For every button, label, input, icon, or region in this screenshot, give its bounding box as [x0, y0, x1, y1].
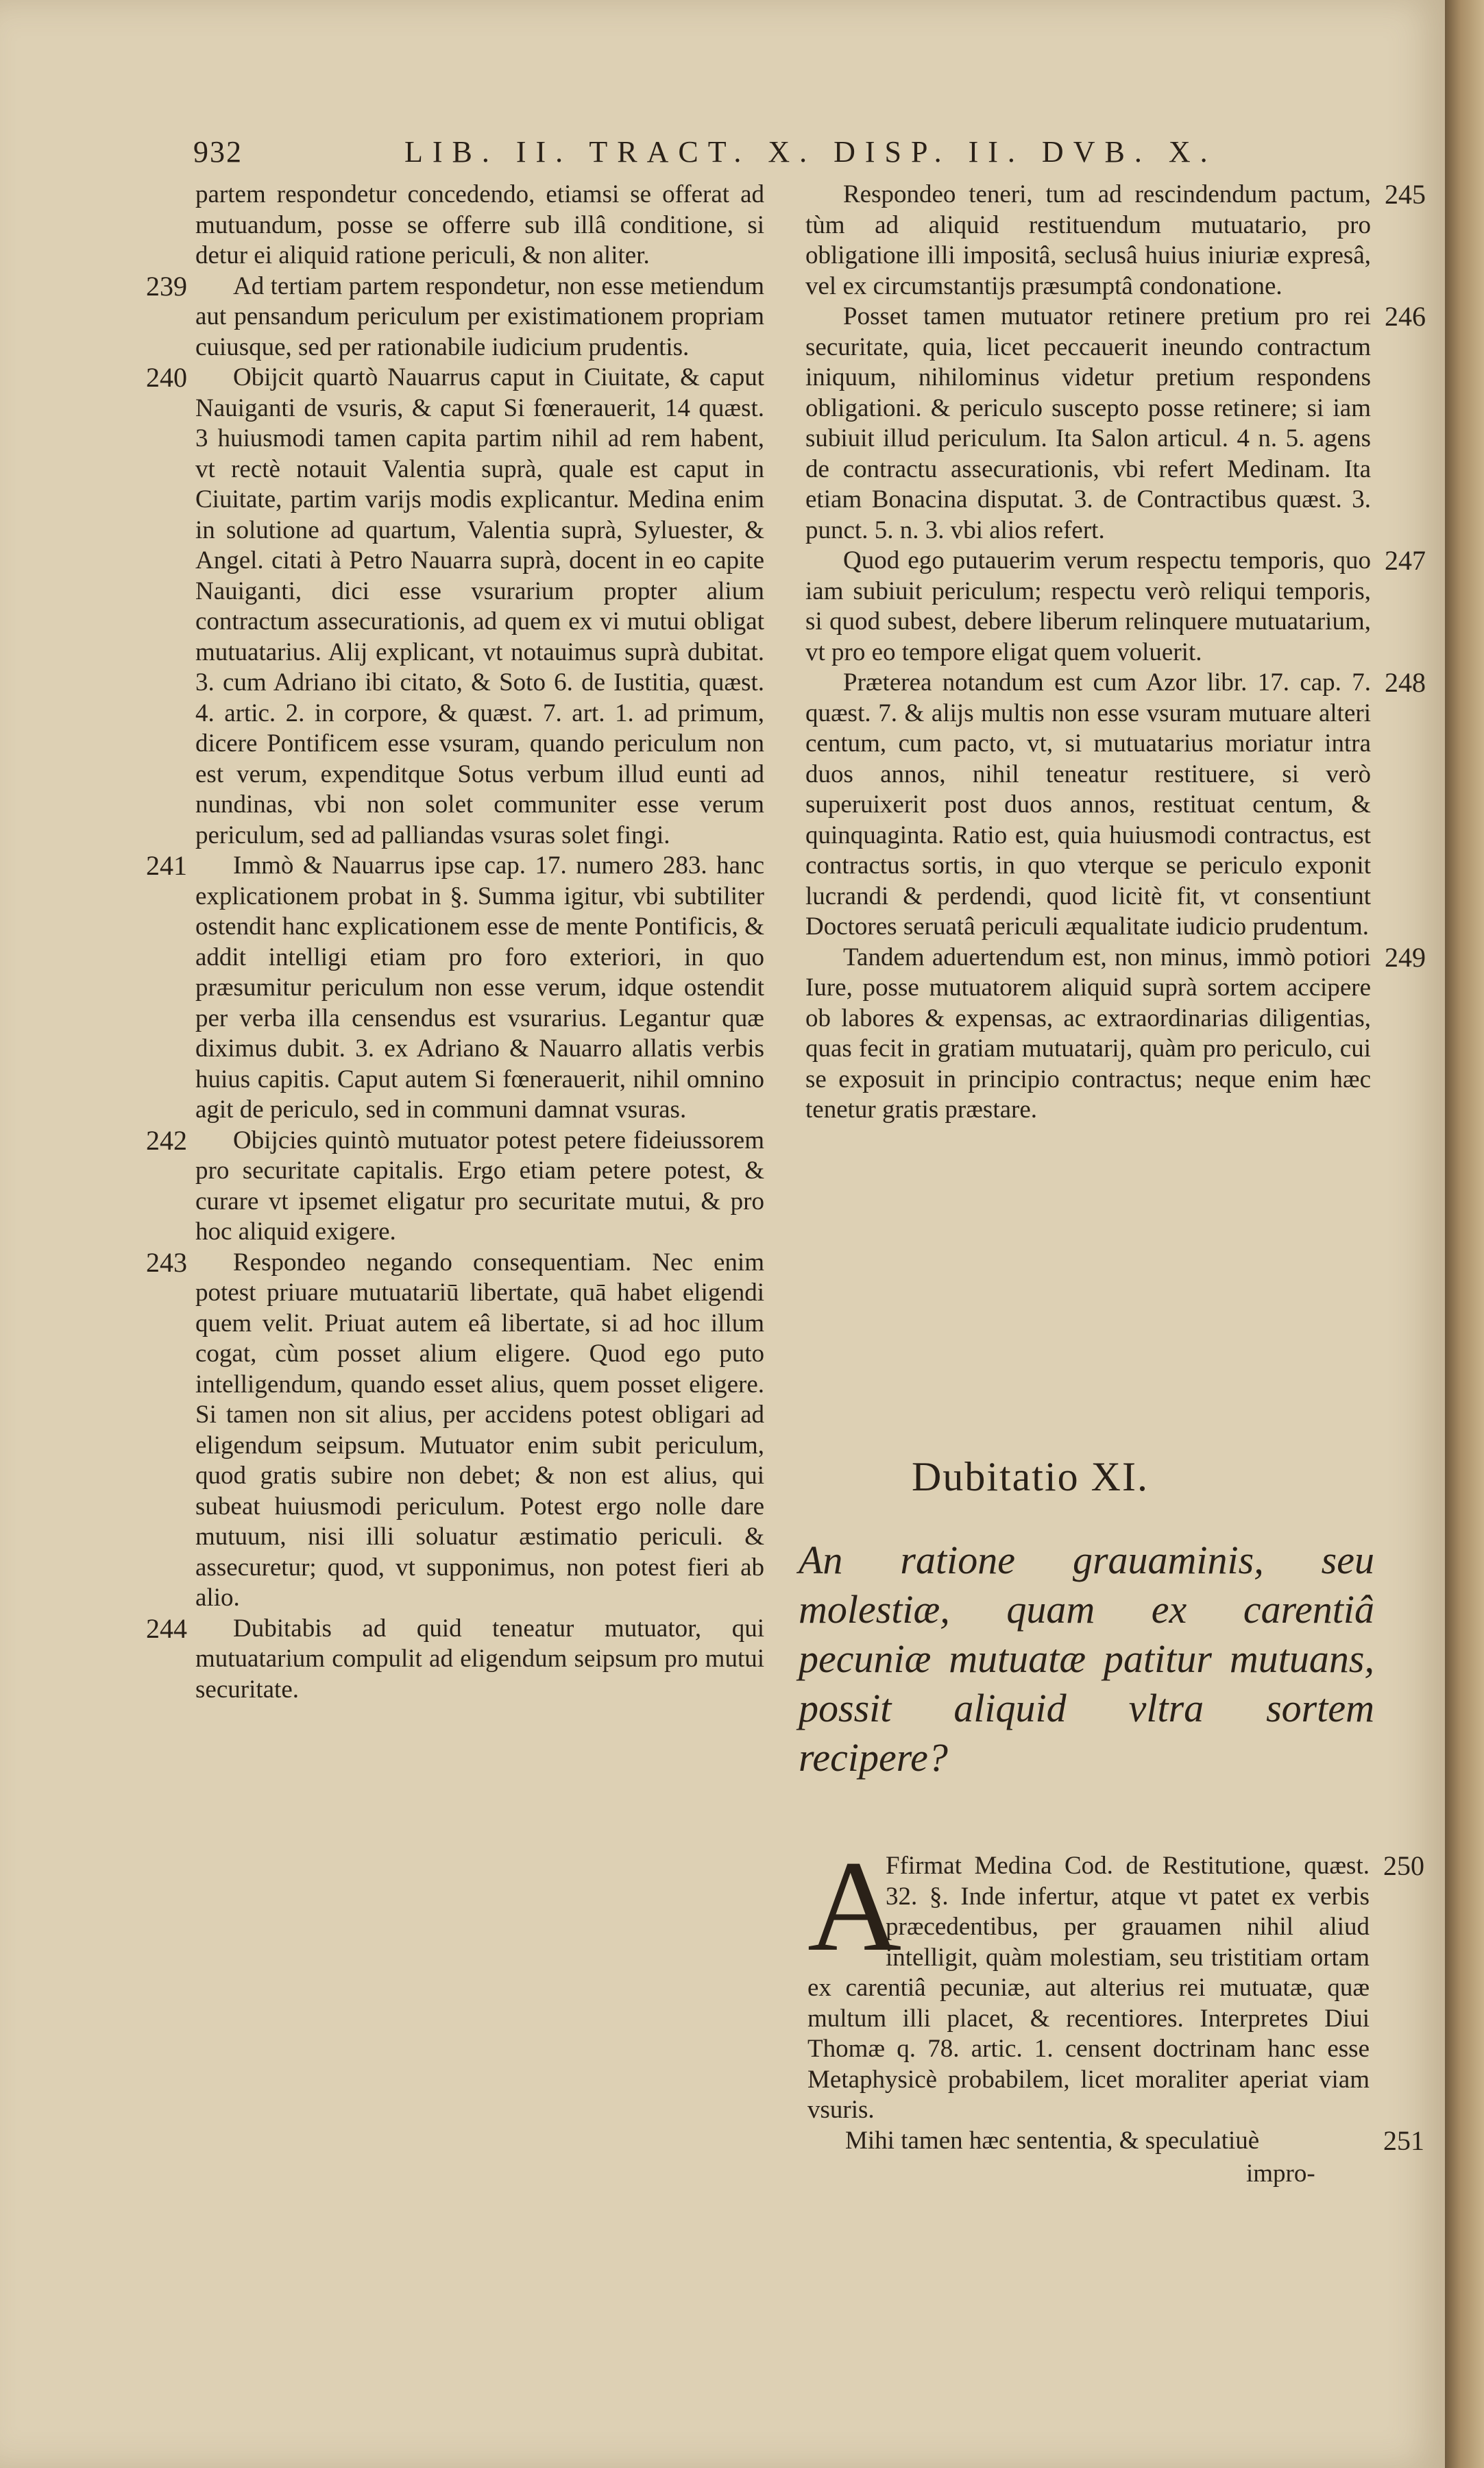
marginal-number: 250 — [1383, 1850, 1424, 1881]
paragraph — [807, 2125, 1424, 2157]
paragraph-text: Quod ego putauerim verum respectu temporis, quo iam subiuit periculum; respectu verò reliqui temporis, si quod subest, debere liberum relinquere mutuatarium, vt pro eo tempore eligat quem voluerit. — [805, 546, 1371, 666]
paragraph — [146, 1246, 764, 1614]
drop-cap: A — [807, 1835, 902, 1979]
paragraph-body: Ffirmat Medina Cod. de Restitutione, quæst. 32. §. Inde infertur, atque vt patet ex verbis præcedentibus, per grauamen nihil aliud intelligit, quàm molestiam, seu tristitiam ortam ex carentiâ pecuniæ, aut alterius rei mutuatæ, quæ multum illi placet, & recentiores. Interpretes Diui Thomæ q. 78. artic. 1. censent doctrinam hanc esse Metaphysicè probabilem, licet moraliter aperiat viam vsuris. — [807, 1852, 1370, 2124]
marginal-number: 242 — [146, 1124, 187, 1156]
page-number: 932 — [193, 135, 243, 169]
marginal-number: 248 — [1385, 667, 1426, 698]
paragraph — [805, 667, 1426, 943]
paragraph — [805, 545, 1426, 668]
marginal-number: 249 — [1385, 941, 1426, 973]
paragraph-text: Obijcies quintò mutuator potest petere fideiussorem pro securitate capitalis. Ergo etiam petere potest, & curare vt ipsemet eligatur pro securitate mutui, & pro hoc aliquid exigere. — [195, 1126, 764, 1246]
paragraph-text: Præterea notandum est cum Azor libr. 17. cap. 7. quæst. 7. & alijs multis non esse vsuram mutuare alteri centum, cum pacto, vt, si mutuatarius moriatur intra duos annos, nihil teneatur restituere, si verò superuixerit post duos annos, restituat centum, & quinquaginta. Ratio est, quia huiusmodi contractus, est contractus sortis, in quo vterque se periculo exponit lucrandi & perdendi, quod licitè fit, vt consentiunt Doctores seruatâ periculi æqualitate iudicio prudentum. — [805, 668, 1371, 941]
paragraph-text: Obijcit quartò Nauarrus caput in Ciuitate, & caput Nauiganti de vsuris, & caput Si fœnerauerit, 14 quæst. 3 huiusmodi tamen capita partim nihil ad rem habent, vt rectè notauit Valentia suprà, quale est caput in Ciuitate, partim varijs modis explicantur. Medina enim in solutione ad quartum, Valentia suprà, Syluester, & Angel. citati à Petro Nauarra suprà, docent in eo capite Nauiganti, dici esse vsurarium propter alium contractum assecurationis, ad quem ex vi mutui obligat mutuatarius. Alij explicant, vt notauimus suprà dubitat. 3. cum Adriano ibi citato, & Soto 6. de Iustitia, quæst. 4. artic. 2. in corpore, & quæst. 7. art. 1. ad primum, dicere Pontificem esse vsuram, quando periculum non est verum, expenditque Sotus verbum illud eunti ad nundinas, vbi non solet communiter esse verum periculum, sed ad palliandas vsuras solet fingi. — [195, 363, 764, 849]
paragraph-text: Mihi tamen hæc sententia, & speculatiuè — [845, 2126, 1260, 2155]
section-title: Dubitatio XI. — [912, 1454, 1149, 1499]
paragraph-text — [807, 1835, 1370, 2126]
paragraph — [146, 1124, 764, 1248]
paragraph-text: Ad tertiam partem respondetur, non esse metiendum aut pensandum periculum per existimationem propriam cuiusque, sed per rationabile iudicium prudentis. — [195, 271, 764, 361]
paragraph — [807, 1835, 1424, 2126]
running-head-title: LIB. II. TRACT. X. DISP. II. DVB. X. — [404, 135, 1217, 169]
running-head — [185, 134, 1419, 176]
paragraph — [146, 270, 764, 363]
paragraph — [805, 941, 1426, 1126]
marginal-number: 251 — [1383, 2125, 1424, 2156]
page-edge — [1445, 0, 1484, 2468]
paragraph-text: Dubitabis ad quid teneatur mutuator, qui mutuatarium compulit ad eligendum seipsum pro mutui securitate. — [195, 1614, 764, 1704]
marginal-number: 245 — [1385, 179, 1426, 210]
paragraph — [805, 179, 1426, 302]
marginal-number: 247 — [1385, 545, 1426, 576]
catchword: impro- — [1246, 2160, 1315, 2188]
paragraph — [195, 180, 764, 271]
paragraph-text: Respondeo teneri, tum ad rescindendum pactum, tùm ad aliquid restituendum mutuatario, pro obligatione illi impositâ, seclusâ huius iniuriæ expresâ, vel ex circumstantijs præsumptâ condonatione. — [805, 180, 1371, 300]
section-question: An ratione grauaminis, seu molestiæ, quam ex carentiâ pecuniæ mutuatæ patitur mutuans, possit aliquid vltra sortem recipere? — [799, 1538, 1374, 1780]
paragraph-text: partem respondetur concedendo, etiamsi se offerat ad mutuandum, posse se offerre sub illâ conditione, si detur ei aliquid ratione periculi, & non aliter. — [195, 180, 764, 269]
paragraph-text: Posset tamen mutuator retinere pretium pro rei securitate, quia, licet peccauerit ineundo contractum iniquum, nihilominus videtur pretium respondens obligationi. & periculo suscepto posse retinere; si iam subiuit illud periculum. Ita Salon articul. 4 n. 5. agens de contractu assecurationis, vbi refert Medinam. Ita etiam Bonacina disputat. 3. de Contractibus quæst. 3. punct. 5. n. 3. vbi alios refert. — [805, 302, 1371, 544]
marginal-number: 240 — [146, 362, 187, 393]
paragraph — [146, 1612, 764, 1706]
paragraph-text: Immò & Nauarrus ipse cap. 17. numero 283. hanc explicationem probat in §. Summa igitur, vbi subtiliter ostendit hanc explicationem esse de mente Pontificis, & addit intelligi etiam pro foro exteriori, in quo præsumitur periculum non esse verum, idque ostendit per verba illa censendus est vsurarius. Legantur quæ diximus dubit. 3. ex Adriano & Nauarro allatis verbis huius capitis. Caput autem Si fœnerauerit, nihil omnino agit de periculo, sed in communi damnat vsuras. — [195, 851, 764, 1124]
paragraph — [146, 850, 764, 1126]
right-column — [805, 179, 1426, 1126]
marginal-number: 241 — [146, 850, 187, 881]
paragraph-text: Respondeo negando consequentiam. Nec enim potest priuare mutuatariū libertate, quā habet eligendi quem velit. Priuat autem eâ libertate, si ad hoc illum cogat, cùm posset alium eligere. Quod ego puto intelligendum, quando esset alius, quem posset eligere. Si tamen non sit alius, per accidens potest obligari ad eligendum seipsum. Mutuator enim subit periculum, quod gratis subire non debet; & non est alius, qui subeat huiusmodi periculum. Potest ergo nolle dare mutuum, nisi illi soluatur æstimatio periculi. & assecuretur; quod, vt supponimus, non potest fieri ab alio. — [195, 1248, 764, 1612]
paragraph — [805, 301, 1426, 546]
right-column-lower — [807, 1835, 1424, 2156]
marginal-number: 246 — [1385, 301, 1426, 332]
marginal-number: 239 — [146, 270, 187, 302]
paragraph-text: Tandem aduertendum est, non minus, immò potiori Iure, posse mutuatorem aliquid suprà sortem accipere ob labores & expensas, ac extraordinarias diligentias, quas fecit in gratiam mutuatarij, quàm pro periculo, cui se exposuit in principio contractus; neque enim hæc tenetur gratis præstare. — [805, 943, 1371, 1124]
marginal-number: 243 — [146, 1246, 187, 1278]
paragraph — [146, 362, 764, 851]
marginal-number: 244 — [146, 1612, 187, 1644]
left-column — [146, 180, 764, 1705]
